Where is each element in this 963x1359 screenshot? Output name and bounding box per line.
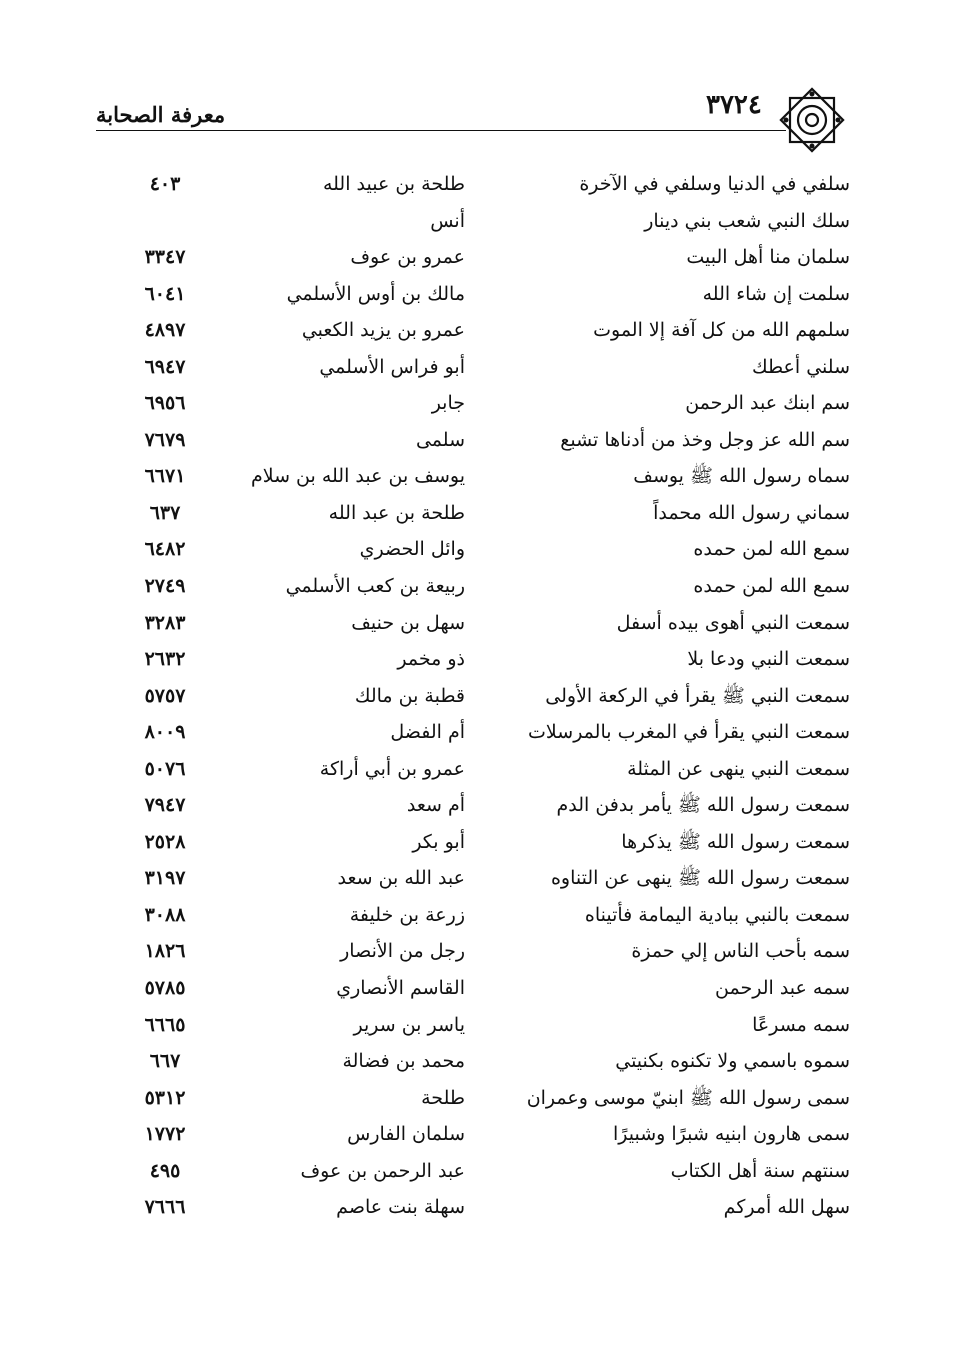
- index-row: [100, 166, 850, 203]
- hadith-number: ٨٠٠٩: [144, 721, 186, 744]
- hadith-number: ٦٦٧: [149, 1050, 181, 1073]
- page-number: ٣٧٢٤: [706, 90, 762, 120]
- hadith-text: سمعت رسول الله ﷺ ينهى عن التناوه: [550, 867, 850, 890]
- hadith-text: سمه عبد الرحمن: [715, 977, 850, 1000]
- index-row: [100, 1080, 850, 1117]
- hadith-number: ٦٩٤٧: [144, 355, 186, 378]
- hadith-number: ٥٣١٢: [144, 1086, 186, 1109]
- narrator-name: عبد الرحمن بن عوف: [300, 1159, 465, 1182]
- page-header: [96, 84, 866, 154]
- narrator-name: عمرو بن يزيد الكعبي: [301, 319, 465, 342]
- index-row: [100, 422, 850, 459]
- hadith-text: سمه بأحب الناس إلي حمزة: [631, 940, 850, 963]
- hadith-text: سمع الله لمن حمده: [693, 538, 850, 561]
- hadith-number: ٦٤٨٢: [144, 538, 186, 561]
- hadith-text: سمى رسول الله ﷺ ابنيّ موسى وعمران: [526, 1086, 850, 1109]
- hadith-text: سم ابنك عبد الرحمن: [685, 392, 850, 415]
- index-row: [100, 568, 850, 605]
- hadith-text: سنتهم سنة أهل الكتاب: [670, 1159, 850, 1182]
- hadith-text: سمعت النبي ﷺ يقرأ في الركعة الأولى: [545, 684, 850, 707]
- index-table: [100, 166, 850, 1226]
- index-row: [100, 239, 850, 276]
- narrator-name: محمد بن فضالة: [342, 1050, 465, 1073]
- index-row: [100, 349, 850, 386]
- hadith-text: سمعت النبي يقرأ في المغرب بالمرسلات: [528, 721, 850, 744]
- hadith-number: ٣٢٨٣: [144, 611, 186, 634]
- hadith-number: ٣٠٨٨: [144, 903, 186, 926]
- narrator-name: عمرو بن عوف: [350, 246, 465, 269]
- narrator-name: يوسف بن عبد الله بن سلام: [250, 465, 465, 488]
- narrator-name: أم سعد: [406, 794, 465, 817]
- index-row: [100, 531, 850, 568]
- index-row: [100, 385, 850, 422]
- hadith-number: ٣١٩٧: [144, 867, 186, 890]
- header-rule: [96, 130, 786, 131]
- hadith-text: سماني رسول الله محمداً: [653, 501, 850, 524]
- hadith-text: سلمهم الله من كل آفة إلا الموت: [593, 319, 850, 342]
- index-row: [100, 860, 850, 897]
- narrator-name: القاسم الأنصاري: [336, 977, 465, 1000]
- hadith-text: سلمت إن شاء الله: [702, 282, 850, 305]
- narrator-name: عبد الله بن سعد: [337, 867, 465, 890]
- hadith-text: سمعت النبي أهوى بيده أسفل: [616, 611, 850, 634]
- hadith-number: ٥٠٧٦: [144, 757, 186, 780]
- hadith-text: سم الله عز وجل وخذ من أدناها تشبع: [560, 428, 850, 451]
- hadith-text: سلفي في الدنيا وسلفي في الآخرة: [579, 173, 850, 195]
- index-row: [100, 641, 850, 678]
- narrator-name: أم الفضل: [390, 721, 465, 744]
- index-row: [100, 714, 850, 751]
- narrator-name: طلحة بن عبد الله: [328, 501, 465, 524]
- narrator-name: وائل الحضري: [359, 538, 465, 561]
- eight-point-star-ornament-icon: [776, 84, 848, 156]
- index-row: [100, 1007, 850, 1044]
- narrator-name: أبو فراس الأسلمي: [319, 355, 465, 378]
- narrator-name: ربيعة بن كعب الأسلمي: [285, 575, 465, 598]
- hadith-number: ٦٦٧١: [144, 465, 186, 488]
- index-row: [100, 678, 850, 715]
- hadith-text: سموه باسمي ولا تكنوه بكنيتي: [615, 1050, 850, 1073]
- index-row: [100, 1189, 850, 1226]
- hadith-number: ٣٣٤٧: [144, 246, 186, 269]
- narrator-name: ذو مخمر: [397, 648, 465, 671]
- index-row: [100, 1116, 850, 1153]
- hadith-number: ٦٠٤١: [144, 282, 186, 305]
- hadith-text: سهل الله أمركم: [723, 1196, 850, 1219]
- index-row: [100, 933, 850, 970]
- hadith-text: سمى هارون ابنيه شبرًا وشبيرًا: [613, 1123, 850, 1146]
- hadith-number: ٧٦٧٩: [144, 428, 186, 451]
- hadith-number: ٤٩٥: [149, 1159, 181, 1182]
- index-row: [100, 1043, 850, 1080]
- narrator-name: سلمى: [415, 428, 465, 451]
- index-row: [100, 824, 850, 861]
- hadith-number: ١٨٢٦: [144, 940, 186, 963]
- index-row: [100, 495, 850, 532]
- index-row: [100, 203, 850, 240]
- hadith-text: سلك النبي شعب بني دينار: [644, 209, 850, 232]
- narrator-name: مالك بن أوس الأسلمي: [286, 282, 465, 305]
- narrator-name: زرعة بن خليفة: [349, 903, 465, 926]
- hadith-text: سمه مسرعًا: [752, 1013, 850, 1036]
- hadith-number: ٤٨٩٧: [144, 319, 186, 342]
- index-row: [100, 787, 850, 824]
- hadith-number: ٧٦٦٦: [144, 1196, 186, 1219]
- index-row: [100, 458, 850, 495]
- index-row: [100, 276, 850, 313]
- hadith-number: ١٧٧٢: [144, 1123, 186, 1146]
- narrator-name: جابر: [431, 392, 465, 415]
- hadith-number: ٢٥٢٨: [144, 830, 186, 853]
- narrator-name: سهلة بنت عاصم: [336, 1196, 465, 1219]
- hadith-number: ٧٩٤٧: [144, 794, 186, 817]
- narrator-name: ياسر بن سرير: [353, 1013, 465, 1036]
- narrator-name: سلمان الفارس: [347, 1123, 465, 1146]
- narrator-name: قطبة بن مالك: [354, 684, 465, 707]
- hadith-text: سلني أعطك: [751, 355, 850, 378]
- hadith-number: ٤٠٣: [149, 173, 181, 195]
- hadith-number: ٦٩٥٦: [144, 392, 186, 415]
- hadith-number: ٢٧٤٩: [144, 575, 186, 598]
- hadith-number: ٦٦٦٥: [144, 1013, 186, 1036]
- hadith-text: سمعت رسول الله ﷺ يأمر بدفن الدم: [556, 794, 850, 817]
- narrator-name: أنس: [430, 209, 465, 232]
- narrator-name: طلحة: [421, 1086, 465, 1109]
- narrator-name: عمرو بن أبي أراكة: [319, 757, 465, 780]
- index-row: [100, 1153, 850, 1190]
- index-row: [100, 897, 850, 934]
- index-row: [100, 605, 850, 642]
- hadith-number: ٢٦٣٢: [144, 648, 186, 671]
- hadith-text: سمع الله لمن حمده: [693, 575, 850, 598]
- narrator-name: سهل بن حنيف: [351, 611, 465, 634]
- narrator-name: رجل من الأنصار: [340, 940, 465, 963]
- hadith-number: ٦٣٧: [149, 501, 181, 524]
- narrator-name: أبو بكر: [412, 830, 465, 853]
- hadith-number: ٥٧٨٥: [144, 977, 186, 1000]
- hadith-text: سمعت النبي ينهى عن المثلة: [627, 757, 850, 780]
- hadith-text: سمعت النبي ودعا بلا: [687, 648, 850, 671]
- index-row: [100, 312, 850, 349]
- hadith-text: سماه رسول الله ﷺ يوسف: [633, 465, 850, 488]
- hadith-text: سمعت بالنبي ببادية اليمامة فأتيناه: [584, 903, 850, 926]
- book-title: معرفة الصحابة: [96, 102, 226, 127]
- hadith-text: سمعت رسول الله ﷺ يذكرها: [621, 830, 850, 853]
- hadith-text: سلمان منا أهل البيت: [686, 246, 850, 269]
- hadith-number: ٥٧٥٧: [144, 684, 186, 707]
- index-row: [100, 970, 850, 1007]
- index-row: [100, 751, 850, 788]
- narrator-name: طلحة بن عبيد الله: [322, 173, 465, 195]
